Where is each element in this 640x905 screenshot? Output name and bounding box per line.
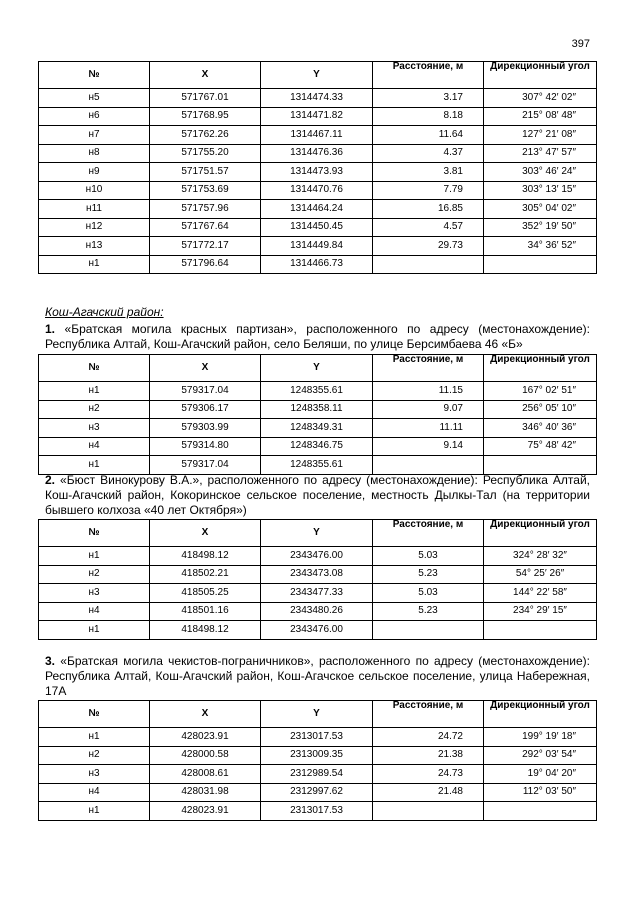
point-number-cell: н12 bbox=[39, 218, 150, 237]
direction-angle-cell bbox=[484, 621, 597, 640]
point-number-cell: н4 bbox=[39, 437, 150, 456]
point-number-cell: н8 bbox=[39, 144, 150, 163]
x-coordinate-cell: 418501.16 bbox=[150, 602, 261, 621]
point-number-cell: н3 bbox=[39, 584, 150, 603]
table-row bbox=[39, 783, 597, 802]
header-direction: Дирекционный угол bbox=[484, 701, 597, 728]
table-row bbox=[39, 437, 597, 456]
point-number-cell: н11 bbox=[39, 200, 150, 219]
distance-cell: 5.03 bbox=[373, 547, 484, 566]
header-x: X bbox=[150, 701, 261, 728]
y-coordinate-cell: 1248355.61 bbox=[261, 456, 373, 475]
table-row bbox=[39, 621, 597, 640]
direction-angle-cell: 256° 05′ 10″ bbox=[484, 400, 597, 419]
table-header-row bbox=[39, 701, 597, 728]
header-x: X bbox=[150, 62, 261, 89]
distance-cell: 8.18 bbox=[373, 107, 484, 126]
x-coordinate-cell: 579306.17 bbox=[150, 400, 261, 419]
y-coordinate-cell: 2312997.62 bbox=[261, 783, 373, 802]
y-coordinate-cell: 1314464.24 bbox=[261, 200, 373, 219]
table-row bbox=[39, 456, 597, 475]
point-number-cell: н4 bbox=[39, 783, 150, 802]
x-coordinate-cell: 418502.21 bbox=[150, 565, 261, 584]
table-row bbox=[39, 218, 597, 237]
x-coordinate-cell: 571796.64 bbox=[150, 255, 261, 274]
header-distance: Расстояние, м bbox=[373, 62, 484, 89]
distance-cell: 4.37 bbox=[373, 144, 484, 163]
table-row bbox=[39, 237, 597, 256]
point-number-cell: н7 bbox=[39, 126, 150, 145]
direction-angle-cell: 54° 25′ 26″ bbox=[484, 565, 597, 584]
direction-angle-cell bbox=[484, 456, 597, 475]
distance-cell: 3.17 bbox=[373, 89, 484, 108]
point-number-cell: н10 bbox=[39, 181, 150, 200]
x-coordinate-cell: 571767.01 bbox=[150, 89, 261, 108]
distance-cell: 9.14 bbox=[373, 437, 484, 456]
table-row bbox=[39, 200, 597, 219]
distance-cell: 21.48 bbox=[373, 783, 484, 802]
table-row bbox=[39, 255, 597, 274]
point-number-cell: н1 bbox=[39, 728, 150, 747]
header-y: Y bbox=[261, 520, 373, 547]
y-coordinate-cell: 1248349.31 bbox=[261, 419, 373, 438]
y-coordinate-cell: 1314449.84 bbox=[261, 237, 373, 256]
direction-angle-cell: 303° 46′ 24″ bbox=[484, 163, 597, 182]
table-row bbox=[39, 89, 597, 108]
table-row bbox=[39, 802, 597, 821]
header-direction: Дирекционный угол bbox=[484, 355, 597, 382]
table-row bbox=[39, 107, 597, 126]
y-coordinate-cell: 2313017.53 bbox=[261, 802, 373, 821]
table-row bbox=[39, 400, 597, 419]
direction-angle-cell bbox=[484, 255, 597, 274]
x-coordinate-cell: 418505.25 bbox=[150, 584, 261, 603]
x-coordinate-cell: 579317.04 bbox=[150, 456, 261, 475]
point-number-cell: н9 bbox=[39, 163, 150, 182]
section-1-number: 1. bbox=[45, 322, 56, 336]
x-coordinate-cell: 571757.96 bbox=[150, 200, 261, 219]
header-y: Y bbox=[261, 62, 373, 89]
direction-angle-cell: 292° 03′ 54″ bbox=[484, 746, 597, 765]
section-2-number: 2. bbox=[45, 473, 56, 487]
x-coordinate-cell: 571751.57 bbox=[150, 163, 261, 182]
direction-angle-cell: 19° 04′ 20″ bbox=[484, 765, 597, 784]
point-number-cell: н1 bbox=[39, 802, 150, 821]
distance-cell: 11.11 bbox=[373, 419, 484, 438]
x-coordinate-cell: 571767.64 bbox=[150, 218, 261, 237]
table-row bbox=[39, 746, 597, 765]
header-distance: Расстояние, м bbox=[373, 701, 484, 728]
distance-cell bbox=[373, 255, 484, 274]
direction-angle-cell: 307° 42′ 02″ bbox=[484, 89, 597, 108]
direction-angle-cell: 346° 40′ 36″ bbox=[484, 419, 597, 438]
y-coordinate-cell: 1314470.76 bbox=[261, 181, 373, 200]
x-coordinate-cell: 571753.69 bbox=[150, 181, 261, 200]
section-3-description: «Братская могила чекистов-пограничников», расположенного по адресу (местонахождение): Республика Алтай, Кош-Агачский район, Кош-Агачское сельское поселение, улица Набережная, 17А bbox=[45, 654, 590, 698]
direction-angle-cell: 303° 13′ 15″ bbox=[484, 181, 597, 200]
point-number-cell: н1 bbox=[39, 255, 150, 274]
y-coordinate-cell: 2343476.00 bbox=[261, 621, 373, 640]
y-coordinate-cell: 2312989.54 bbox=[261, 765, 373, 784]
x-coordinate-cell: 418498.12 bbox=[150, 547, 261, 566]
distance-cell: 4.57 bbox=[373, 218, 484, 237]
point-number-cell: н3 bbox=[39, 419, 150, 438]
x-coordinate-cell: 428023.91 bbox=[150, 802, 261, 821]
coordinates-table-continued bbox=[38, 61, 597, 274]
section-1-text bbox=[45, 322, 590, 352]
header-num: № bbox=[39, 355, 150, 382]
direction-angle-cell: 234° 29′ 15″ bbox=[484, 602, 597, 621]
point-number-cell: н2 bbox=[39, 565, 150, 584]
section-2-description: «Бюст Винокурову В.А.», расположенного по адресу (местонахождение): Республика Алтай, Кош-Агачский район, Кокоринское сельское поселение, местность Дылкы-Тал (на территории бывшего колхоза «40 лет Октября») bbox=[45, 473, 590, 517]
point-number-cell: н6 bbox=[39, 107, 150, 126]
distance-cell: 5.03 bbox=[373, 584, 484, 603]
y-coordinate-cell: 2343476.00 bbox=[261, 547, 373, 566]
y-coordinate-cell: 1314471.82 bbox=[261, 107, 373, 126]
y-coordinate-cell: 2313009.35 bbox=[261, 746, 373, 765]
header-distance: Расстояние, м bbox=[373, 355, 484, 382]
distance-cell: 21.38 bbox=[373, 746, 484, 765]
y-coordinate-cell: 1248358.11 bbox=[261, 400, 373, 419]
section-3-text bbox=[45, 654, 590, 699]
x-coordinate-cell: 418498.12 bbox=[150, 621, 261, 640]
direction-angle-cell: 213° 47′ 57″ bbox=[484, 144, 597, 163]
x-coordinate-cell: 428023.91 bbox=[150, 728, 261, 747]
point-number-cell: н1 bbox=[39, 382, 150, 401]
point-number-cell: н1 bbox=[39, 621, 150, 640]
x-coordinate-cell: 571755.20 bbox=[150, 144, 261, 163]
header-y: Y bbox=[261, 355, 373, 382]
point-number-cell: н4 bbox=[39, 602, 150, 621]
header-num: № bbox=[39, 701, 150, 728]
point-number-cell: н1 bbox=[39, 456, 150, 475]
distance-cell bbox=[373, 802, 484, 821]
direction-angle-cell: 144° 22′ 58″ bbox=[484, 584, 597, 603]
y-coordinate-cell: 2343473.08 bbox=[261, 565, 373, 584]
direction-angle-cell: 199° 19′ 18″ bbox=[484, 728, 597, 747]
y-coordinate-cell: 1314467.11 bbox=[261, 126, 373, 145]
direction-angle-cell: 127° 21′ 08″ bbox=[484, 126, 597, 145]
point-number-cell: н2 bbox=[39, 400, 150, 419]
y-coordinate-cell: 2313017.53 bbox=[261, 728, 373, 747]
table-row bbox=[39, 181, 597, 200]
table-header-row bbox=[39, 62, 597, 89]
direction-angle-cell: 167° 02′ 51″ bbox=[484, 382, 597, 401]
header-y: Y bbox=[261, 701, 373, 728]
x-coordinate-cell: 428008.61 bbox=[150, 765, 261, 784]
table-row bbox=[39, 547, 597, 566]
y-coordinate-cell: 1314450.45 bbox=[261, 218, 373, 237]
x-coordinate-cell: 579314.80 bbox=[150, 437, 261, 456]
direction-angle-cell: 215° 08′ 48″ bbox=[484, 107, 597, 126]
section-1-description: «Братская могила красных партизан», расположенного по адресу (местонахождение): Республика Алтай, Кош-Агачский район, село Беляши, по улице Берсимбаева 46 «Б» bbox=[45, 322, 590, 351]
distance-cell: 24.73 bbox=[373, 765, 484, 784]
x-coordinate-cell: 428000.58 bbox=[150, 746, 261, 765]
header-x: X bbox=[150, 520, 261, 547]
table-row bbox=[39, 765, 597, 784]
table-header-row bbox=[39, 355, 597, 382]
table-row bbox=[39, 144, 597, 163]
section-2-text bbox=[45, 473, 590, 518]
direction-angle-cell: 34° 36′ 52″ bbox=[484, 237, 597, 256]
table-row bbox=[39, 419, 597, 438]
table-row bbox=[39, 728, 597, 747]
section-3-number: 3. bbox=[45, 654, 56, 668]
table-row bbox=[39, 565, 597, 584]
distance-cell: 5.23 bbox=[373, 602, 484, 621]
distance-cell: 5.23 bbox=[373, 565, 484, 584]
coordinates-table-3 bbox=[38, 700, 597, 821]
direction-angle-cell: 324° 28′ 32″ bbox=[484, 547, 597, 566]
distance-cell: 11.64 bbox=[373, 126, 484, 145]
point-number-cell: н2 bbox=[39, 746, 150, 765]
point-number-cell: н13 bbox=[39, 237, 150, 256]
y-coordinate-cell: 1314474.33 bbox=[261, 89, 373, 108]
table-header-row bbox=[39, 520, 597, 547]
y-coordinate-cell: 1314473.93 bbox=[261, 163, 373, 182]
header-direction: Дирекционный угол bbox=[484, 62, 597, 89]
x-coordinate-cell: 571762.26 bbox=[150, 126, 261, 145]
table-row bbox=[39, 163, 597, 182]
direction-angle-cell: 112° 03′ 50″ bbox=[484, 783, 597, 802]
distance-cell bbox=[373, 621, 484, 640]
distance-cell: 7.79 bbox=[373, 181, 484, 200]
x-coordinate-cell: 571768.95 bbox=[150, 107, 261, 126]
direction-angle-cell: 75° 48′ 42″ bbox=[484, 437, 597, 456]
distance-cell: 29.73 bbox=[373, 237, 484, 256]
district-heading: Кош-Агачский район: bbox=[45, 305, 164, 319]
coordinates-table-2 bbox=[38, 519, 597, 640]
y-coordinate-cell: 2343480.26 bbox=[261, 602, 373, 621]
page-number: 397 bbox=[571, 38, 590, 50]
table-row bbox=[39, 126, 597, 145]
header-num: № bbox=[39, 62, 150, 89]
direction-angle-cell bbox=[484, 802, 597, 821]
distance-cell: 16.85 bbox=[373, 200, 484, 219]
point-number-cell: н1 bbox=[39, 547, 150, 566]
distance-cell: 24.72 bbox=[373, 728, 484, 747]
distance-cell bbox=[373, 456, 484, 475]
y-coordinate-cell: 2343477.33 bbox=[261, 584, 373, 603]
header-num: № bbox=[39, 520, 150, 547]
y-coordinate-cell: 1314466.73 bbox=[261, 255, 373, 274]
coordinates-table-1 bbox=[38, 354, 597, 475]
header-distance: Расстояние, м bbox=[373, 520, 484, 547]
table-row bbox=[39, 382, 597, 401]
y-coordinate-cell: 1314476.36 bbox=[261, 144, 373, 163]
point-number-cell: н5 bbox=[39, 89, 150, 108]
x-coordinate-cell: 579317.04 bbox=[150, 382, 261, 401]
point-number-cell: н3 bbox=[39, 765, 150, 784]
table-row bbox=[39, 602, 597, 621]
distance-cell: 11.15 bbox=[373, 382, 484, 401]
distance-cell: 3.81 bbox=[373, 163, 484, 182]
x-coordinate-cell: 428031.98 bbox=[150, 783, 261, 802]
header-direction: Дирекционный угол bbox=[484, 520, 597, 547]
x-coordinate-cell: 579303.99 bbox=[150, 419, 261, 438]
direction-angle-cell: 352° 19′ 50″ bbox=[484, 218, 597, 237]
y-coordinate-cell: 1248346.75 bbox=[261, 437, 373, 456]
table-row bbox=[39, 584, 597, 603]
y-coordinate-cell: 1248355.61 bbox=[261, 382, 373, 401]
x-coordinate-cell: 571772.17 bbox=[150, 237, 261, 256]
distance-cell: 9.07 bbox=[373, 400, 484, 419]
direction-angle-cell: 305° 04′ 02″ bbox=[484, 200, 597, 219]
header-x: X bbox=[150, 355, 261, 382]
